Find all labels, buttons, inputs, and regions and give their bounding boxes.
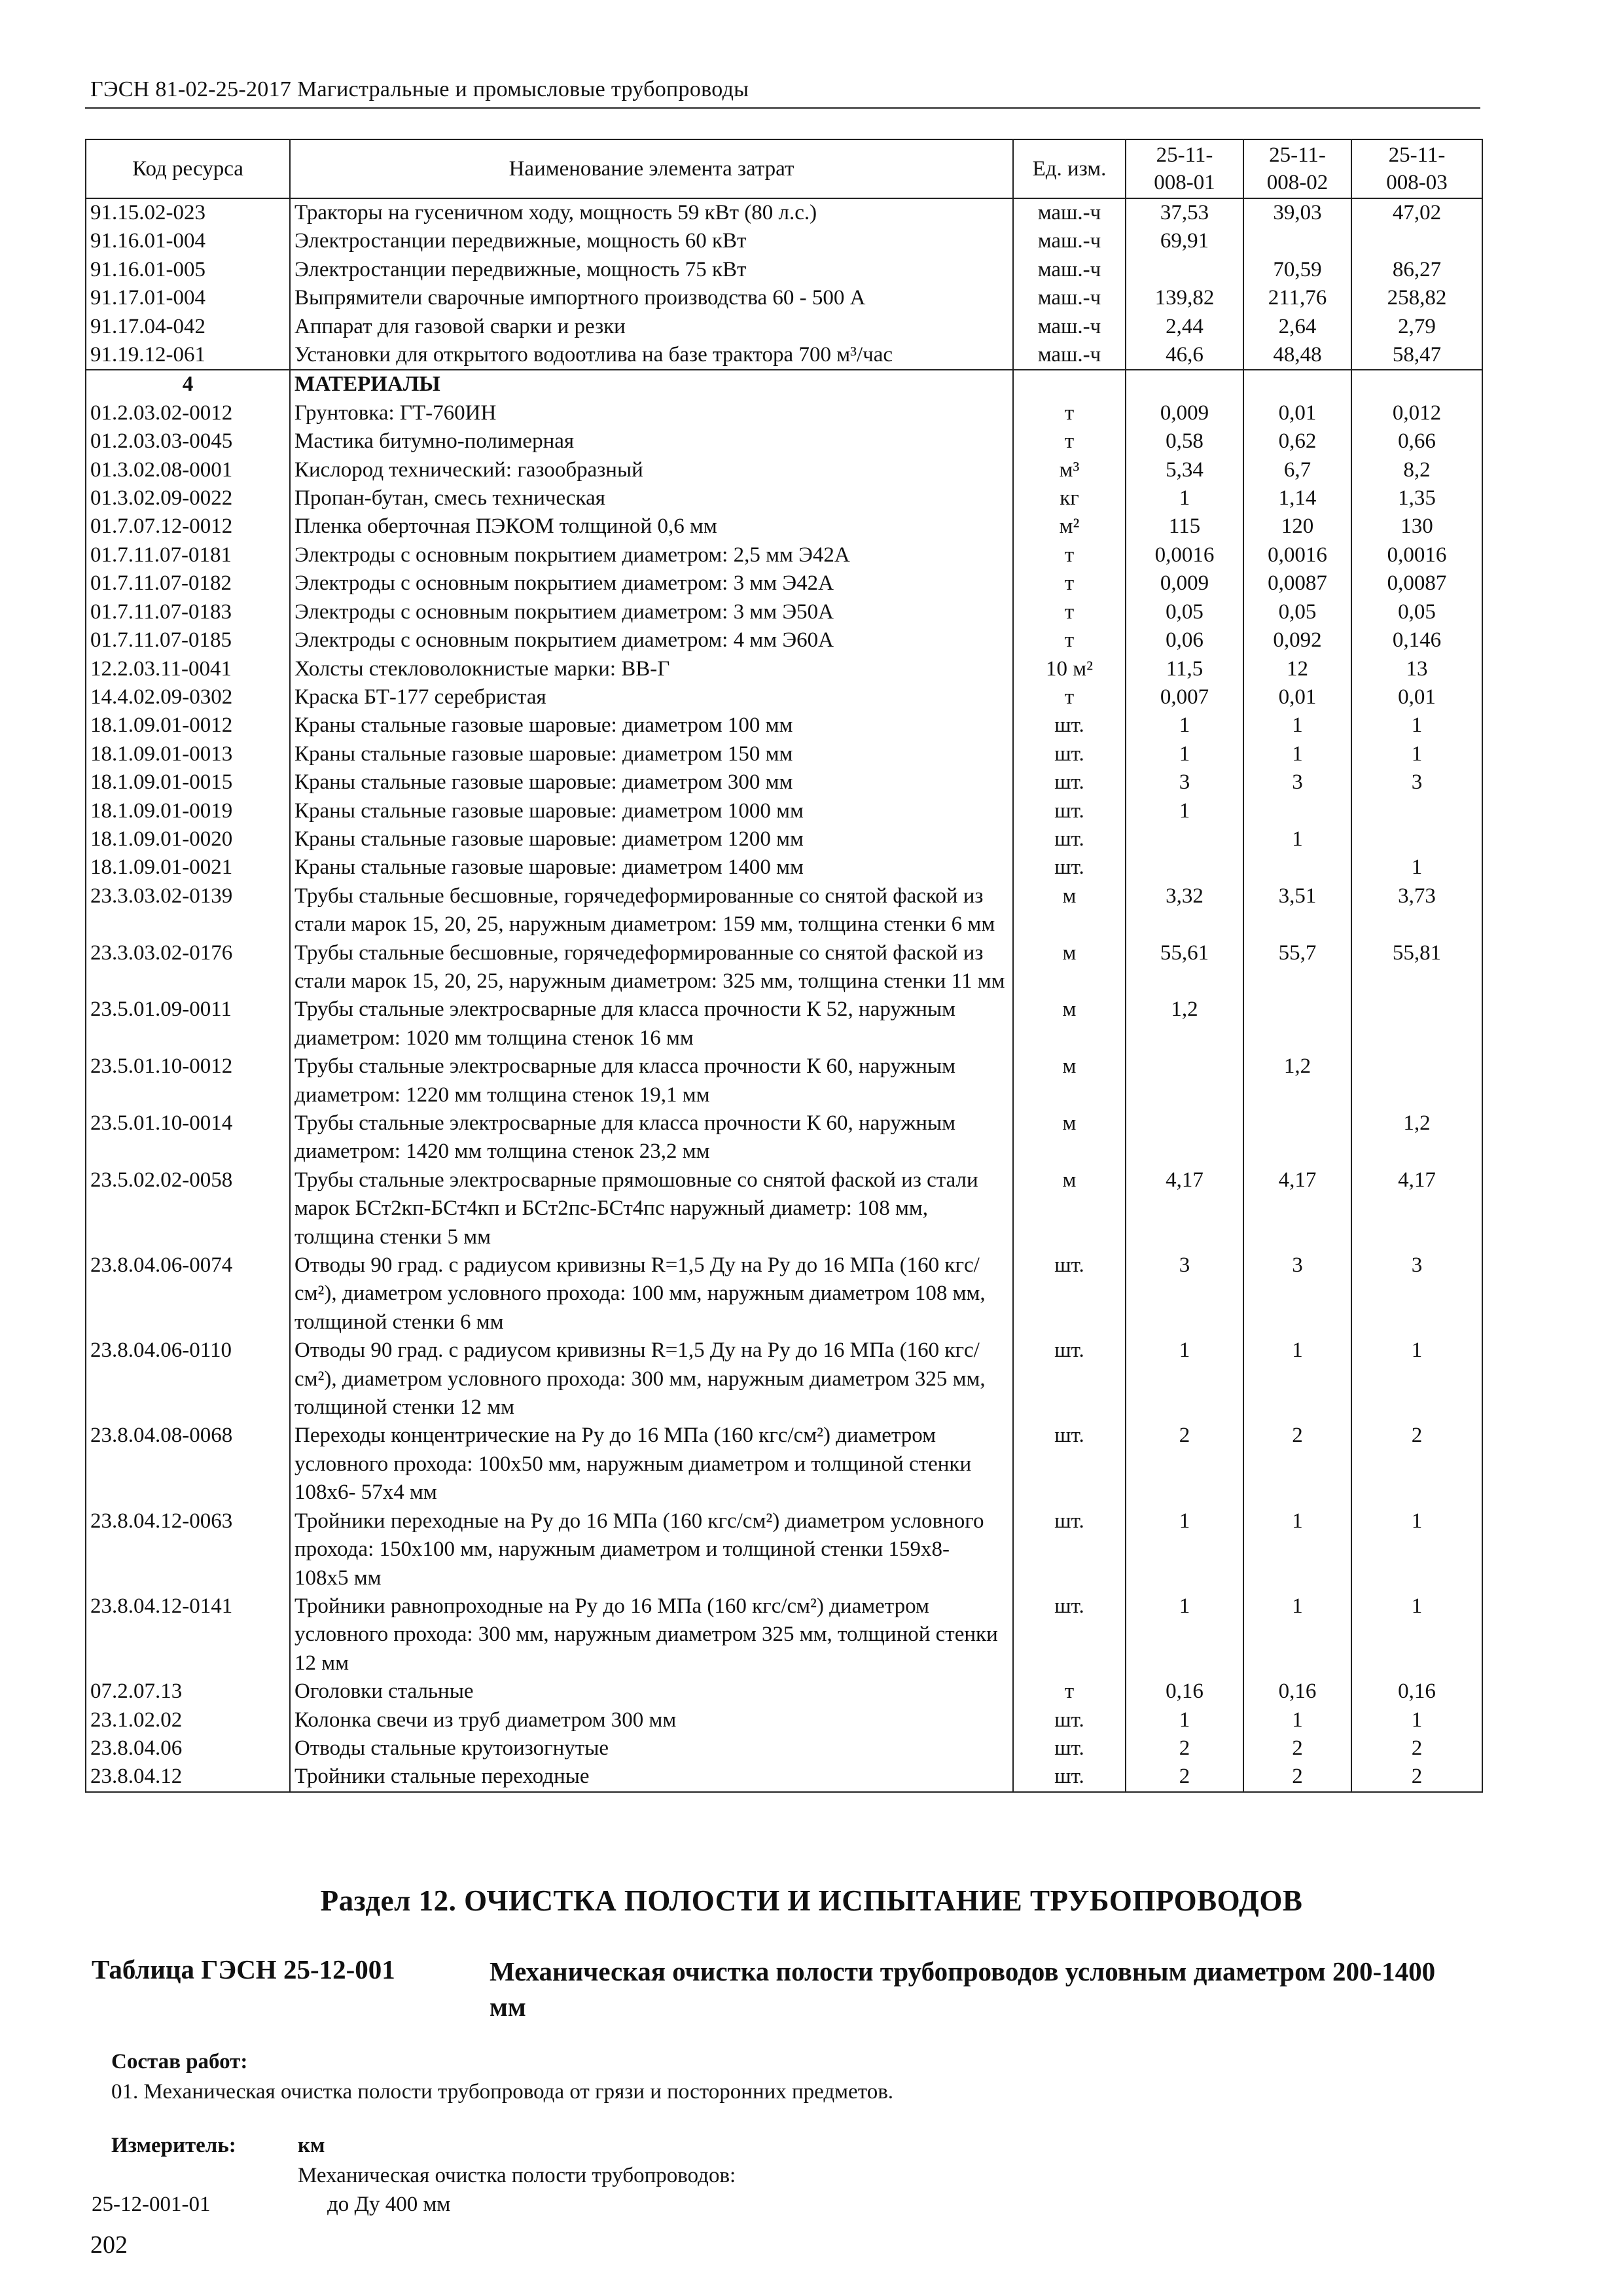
cell-code: 14.4.02.09-0302 xyxy=(86,683,290,711)
work-item: 01. Механическая очистка полости трубопровода от грязи и посторонних предметов. xyxy=(111,2080,894,2104)
cell-unit: м xyxy=(1013,1166,1126,1251)
cell-value-01: 0,58 xyxy=(1126,427,1243,456)
cell-value-02: 55,7 xyxy=(1243,939,1351,996)
cell-unit: шт. xyxy=(1013,853,1126,882)
cell-value-01 xyxy=(1126,825,1243,853)
cell-value-03 xyxy=(1351,370,1482,399)
cell-code: 12.2.03.11-0041 xyxy=(86,655,290,683)
header-rule xyxy=(85,107,1480,109)
cell-code: 01.3.02.09-0022 xyxy=(86,484,290,512)
cell-value-02: 3,51 xyxy=(1243,882,1351,939)
cell-value-02: 0,01 xyxy=(1243,683,1351,711)
measure-unit: км xyxy=(298,2134,325,2157)
table-row xyxy=(86,1677,1482,1706)
cell-unit: м xyxy=(1013,939,1126,996)
cell-value-01: 69,91 xyxy=(1126,227,1243,255)
resource-table xyxy=(85,139,1483,1793)
cell-value-02 xyxy=(1243,853,1351,882)
cell-value-03: 0,146 xyxy=(1351,626,1482,655)
cell-unit: шт. xyxy=(1013,1734,1126,1763)
cell-name: Аппарат для газовой сварки и резки xyxy=(290,313,1013,341)
cell-value-03: 1 xyxy=(1351,1336,1482,1422)
cell-code: 23.8.04.08-0068 xyxy=(86,1422,290,1507)
cell-name: Холсты стекловолокнистые марки: ВВ-Г xyxy=(290,655,1013,683)
cell-code: 23.5.01.09-0011 xyxy=(86,996,290,1052)
cell-value-01 xyxy=(1126,1052,1243,1109)
cell-unit: шт. xyxy=(1013,740,1126,768)
cell-value-02: 2 xyxy=(1243,1422,1351,1507)
cell-value-03: 0,05 xyxy=(1351,598,1482,626)
column-header: 25-11- 008-01 xyxy=(1126,139,1243,198)
cell-code: 01.3.02.08-0001 xyxy=(86,456,290,484)
row-code: 25-12-001-01 xyxy=(92,2193,211,2216)
table-title: Механическая очистка полости трубопроводов условным диаметром 200-1400 мм xyxy=(490,1956,1436,2022)
cell-code: 91.17.04-042 xyxy=(86,313,290,341)
cell-name: Трубы стальные электросварные для класса прочности К 52, наружным диаметром: 1020 мм толщина стенок 16 мм xyxy=(290,996,1013,1052)
cell-code: 18.1.09.01-0013 xyxy=(86,740,290,768)
cell-unit: м xyxy=(1013,882,1126,939)
cell-code: 07.2.07.13 xyxy=(86,1677,290,1706)
cell-unit: м³ xyxy=(1013,456,1126,484)
table-row xyxy=(86,683,1482,711)
table-row xyxy=(86,598,1482,626)
cell-value-01: 0,05 xyxy=(1126,598,1243,626)
cell-value-02 xyxy=(1243,797,1351,825)
cell-value-01: 1 xyxy=(1126,1706,1243,1734)
measure-description: Механическая очистка полости трубопроводов: xyxy=(298,2164,736,2187)
cell-value-03: 0,16 xyxy=(1351,1677,1482,1706)
cell-unit: шт. xyxy=(1013,825,1126,853)
work-heading: Состав работ: xyxy=(111,2050,248,2073)
cell-value-02: 0,092 xyxy=(1243,626,1351,655)
cell-name: Трубы стальные электросварные для класса прочности К 60, наружным диаметром: 1420 мм толщина стенок 23,2 мм xyxy=(290,1109,1013,1166)
table-header-row xyxy=(86,139,1482,198)
cell-value-02: 1 xyxy=(1243,740,1351,768)
cell-code: 23.8.04.12-0141 xyxy=(86,1592,290,1677)
cell-value-01: 0,16 xyxy=(1126,1677,1243,1706)
cell-value-01 xyxy=(1126,370,1243,399)
cell-value-01 xyxy=(1126,853,1243,882)
cell-value-01: 1 xyxy=(1126,484,1243,512)
cell-value-01: 46,6 xyxy=(1126,341,1243,370)
cell-name: Тракторы на гусеничном ходу, мощность 59 кВт (80 л.с.) xyxy=(290,198,1013,227)
cell-value-01: 55,61 xyxy=(1126,939,1243,996)
cell-code: 23.5.02.02-0058 xyxy=(86,1166,290,1251)
table-row xyxy=(86,768,1482,797)
cell-code: 23.8.04.12 xyxy=(86,1763,290,1791)
cell-value-03: 2 xyxy=(1351,1734,1482,1763)
cell-value-01 xyxy=(1126,256,1243,284)
cell-name: Электростанции передвижные, мощность 60 кВт xyxy=(290,227,1013,255)
cell-code: 23.8.04.12-0063 xyxy=(86,1507,290,1592)
cell-value-03: 2,79 xyxy=(1351,313,1482,341)
cell-unit: т xyxy=(1013,683,1126,711)
cell-value-02: 3 xyxy=(1243,1251,1351,1336)
cell-value-01: 5,34 xyxy=(1126,456,1243,484)
cell-value-03: 0,0087 xyxy=(1351,569,1482,598)
cell-value-01: 37,53 xyxy=(1126,198,1243,227)
cell-code: 91.17.01-004 xyxy=(86,284,290,312)
cell-unit: м xyxy=(1013,1052,1126,1109)
cell-unit: маш.-ч xyxy=(1013,256,1126,284)
cell-name: Трубы стальные бесшовные, горячедеформированные со снятой фаской из стали марок 15, 20, 25, наружным диаметром: 325 мм, толщина стенки 11 мм xyxy=(290,939,1013,996)
cell-code: 23.8.04.06 xyxy=(86,1734,290,1763)
column-header: 25-11- 008-03 xyxy=(1351,139,1482,198)
table-row xyxy=(86,341,1482,370)
cell-name: Оголовки стальные xyxy=(290,1677,1013,1706)
table-row xyxy=(86,198,1482,227)
section-title: Раздел 12. ОЧИСТКА ПОЛОСТИ И ИСПЫТАНИЕ ТРУБОПРОВОДОВ xyxy=(320,1884,1303,1917)
cell-value-02: 1 xyxy=(1243,711,1351,740)
cell-value-03: 0,01 xyxy=(1351,683,1482,711)
cell-name: Отводы стальные крутоизогнутые xyxy=(290,1734,1013,1763)
cell-value-02 xyxy=(1243,996,1351,1052)
cell-value-01: 1 xyxy=(1126,797,1243,825)
table-row xyxy=(86,1763,1482,1791)
cell-unit: кг xyxy=(1013,484,1126,512)
cell-value-02: 48,48 xyxy=(1243,341,1351,370)
cell-value-01: 3 xyxy=(1126,1251,1243,1336)
cell-value-01: 1 xyxy=(1126,1592,1243,1677)
cell-value-03: 13 xyxy=(1351,655,1482,683)
table-row xyxy=(86,484,1482,512)
table-row xyxy=(86,399,1482,427)
cell-name: Переходы концентрические на Ру до 16 МПа (160 кгс/см²) диаметром условного прохода: 100х50 мм, наружным диаметром и толщиной стенки 108х6- 57х4 мм xyxy=(290,1422,1013,1507)
cell-value-03 xyxy=(1351,996,1482,1052)
cell-value-02 xyxy=(1243,370,1351,399)
cell-unit: т xyxy=(1013,598,1126,626)
table-row xyxy=(86,256,1482,284)
cell-unit: маш.-ч xyxy=(1013,341,1126,370)
cell-unit: т xyxy=(1013,626,1126,655)
measure-label: Измеритель: xyxy=(111,2134,236,2157)
cell-value-03: 86,27 xyxy=(1351,256,1482,284)
cell-code: 91.16.01-004 xyxy=(86,227,290,255)
cell-value-03: 47,02 xyxy=(1351,198,1482,227)
table-row xyxy=(86,1251,1482,1336)
table-row xyxy=(86,541,1482,569)
cell-value-02: 2,64 xyxy=(1243,313,1351,341)
cell-value-02: 0,0087 xyxy=(1243,569,1351,598)
cell-value-03 xyxy=(1351,227,1482,255)
table-row xyxy=(86,740,1482,768)
cell-value-02: 1 xyxy=(1243,1592,1351,1677)
cell-code: 23.5.01.10-0014 xyxy=(86,1109,290,1166)
cell-code: 91.15.02-023 xyxy=(86,198,290,227)
table-row xyxy=(86,1592,1482,1677)
cell-unit: м xyxy=(1013,996,1126,1052)
cell-value-03 xyxy=(1351,797,1482,825)
cell-value-03: 3,73 xyxy=(1351,882,1482,939)
cell-code: 91.19.12-061 xyxy=(86,341,290,370)
cell-name: Краска БТ-177 серебристая xyxy=(290,683,1013,711)
cell-value-03: 0,66 xyxy=(1351,427,1482,456)
cell-value-01: 139,82 xyxy=(1126,284,1243,312)
cell-name: МАТЕРИАЛЫ xyxy=(290,370,1013,399)
running-header: ГЭСН 81-02-25-2017 Магистральные и промысловые трубопроводы xyxy=(90,77,749,101)
cell-code: 23.5.01.10-0012 xyxy=(86,1052,290,1109)
column-header: Наименование элемента затрат xyxy=(290,139,1013,198)
cell-name: Краны стальные газовые шаровые: диаметром 100 мм xyxy=(290,711,1013,740)
cell-name: Грунтовка: ГТ-760ИН xyxy=(290,399,1013,427)
cell-value-03: 1,2 xyxy=(1351,1109,1482,1166)
table-body xyxy=(86,198,1482,1792)
page-number: 202 xyxy=(90,2231,128,2259)
cell-value-01: 0,007 xyxy=(1126,683,1243,711)
cell-unit: т xyxy=(1013,427,1126,456)
cell-code: 18.1.09.01-0021 xyxy=(86,853,290,882)
cell-value-03: 1,35 xyxy=(1351,484,1482,512)
table-row xyxy=(86,284,1482,312)
table-row xyxy=(86,711,1482,740)
cell-value-02 xyxy=(1243,227,1351,255)
cell-value-02: 4,17 xyxy=(1243,1166,1351,1251)
table-row xyxy=(86,1052,1482,1109)
cell-code: 23.8.04.06-0074 xyxy=(86,1251,290,1336)
table-row xyxy=(86,853,1482,882)
cell-unit: маш.-ч xyxy=(1013,284,1126,312)
cell-value-03: 4,17 xyxy=(1351,1166,1482,1251)
table-row xyxy=(86,370,1482,399)
cell-code: 01.7.11.07-0181 xyxy=(86,541,290,569)
cell-value-01: 2,44 xyxy=(1126,313,1243,341)
cell-value-02: 6,7 xyxy=(1243,456,1351,484)
cell-value-01: 3 xyxy=(1126,768,1243,797)
cell-code: 01.7.11.07-0182 xyxy=(86,569,290,598)
cell-value-03: 8,2 xyxy=(1351,456,1482,484)
cell-value-02: 1 xyxy=(1243,1706,1351,1734)
cell-code: 18.1.09.01-0015 xyxy=(86,768,290,797)
table-row xyxy=(86,1422,1482,1507)
cell-value-01: 1 xyxy=(1126,740,1243,768)
cell-value-02: 211,76 xyxy=(1243,284,1351,312)
cell-code: 01.7.11.07-0185 xyxy=(86,626,290,655)
cell-value-03: 1 xyxy=(1351,1507,1482,1592)
cell-value-03: 3 xyxy=(1351,1251,1482,1336)
cell-name: Выпрямители сварочные импортного производства 60 - 500 А xyxy=(290,284,1013,312)
cell-unit: маш.-ч xyxy=(1013,198,1126,227)
cell-code: 23.1.02.02 xyxy=(86,1706,290,1734)
cell-value-01 xyxy=(1126,1109,1243,1166)
table-row xyxy=(86,1734,1482,1763)
table-row xyxy=(86,882,1482,939)
table-row xyxy=(86,797,1482,825)
cell-value-01: 1 xyxy=(1126,1336,1243,1422)
cell-name: Тройники стальные переходные xyxy=(290,1763,1013,1791)
cell-unit: маш.-ч xyxy=(1013,227,1126,255)
cell-value-03: 1 xyxy=(1351,1592,1482,1677)
table-row xyxy=(86,1336,1482,1422)
cell-code: 01.2.03.02-0012 xyxy=(86,399,290,427)
column-header: 25-11- 008-02 xyxy=(1243,139,1351,198)
cell-value-02: 2 xyxy=(1243,1763,1351,1791)
cell-value-01: 3,32 xyxy=(1126,882,1243,939)
cell-value-02 xyxy=(1243,1109,1351,1166)
cell-value-02: 1,14 xyxy=(1243,484,1351,512)
cell-value-02: 1,2 xyxy=(1243,1052,1351,1109)
cell-name: Колонка свечи из труб диаметром 300 мм xyxy=(290,1706,1013,1734)
cell-unit: шт. xyxy=(1013,1706,1126,1734)
table-row xyxy=(86,512,1482,541)
cell-value-02: 0,01 xyxy=(1243,399,1351,427)
table-row xyxy=(86,626,1482,655)
cell-name: Электроды с основным покрытием диаметром: 3 мм Э42А xyxy=(290,569,1013,598)
cell-unit: шт. xyxy=(1013,1336,1126,1422)
cell-unit: шт. xyxy=(1013,1507,1126,1592)
cell-code: 4 xyxy=(86,370,290,399)
cell-value-03: 3 xyxy=(1351,768,1482,797)
cell-value-01: 1 xyxy=(1126,1507,1243,1592)
cell-code: 01.7.11.07-0183 xyxy=(86,598,290,626)
cell-unit: т xyxy=(1013,541,1126,569)
cell-code: 01.2.03.03-0045 xyxy=(86,427,290,456)
cell-code: 23.3.03.02-0139 xyxy=(86,882,290,939)
table-row xyxy=(86,939,1482,996)
table-row xyxy=(86,313,1482,341)
cell-name: Отводы 90 град. с радиусом кривизны R=1,5 Ду на Ру до 16 МПа (160 кгс/см²), диаметром условного прохода: 300 мм, наружным диаметром 325 мм, толщиной стенки 12 мм xyxy=(290,1336,1013,1422)
cell-name: Трубы стальные электросварные для класса прочности К 60, наружным диаметром: 1220 мм толщина стенок 19,1 мм xyxy=(290,1052,1013,1109)
cell-name: Электроды с основным покрытием диаметром: 2,5 мм Э42А xyxy=(290,541,1013,569)
cell-unit: шт. xyxy=(1013,1251,1126,1336)
cell-unit xyxy=(1013,370,1126,399)
table-code: Таблица ГЭСН 25-12-001 xyxy=(92,1954,395,1984)
cell-value-03: 0,012 xyxy=(1351,399,1482,427)
cell-code: 18.1.09.01-0012 xyxy=(86,711,290,740)
table-row xyxy=(86,1109,1482,1166)
cell-value-01: 1,2 xyxy=(1126,996,1243,1052)
cell-value-02: 0,05 xyxy=(1243,598,1351,626)
cell-value-03: 130 xyxy=(1351,512,1482,541)
cell-name: Электроды с основным покрытием диаметром: 4 мм Э60А xyxy=(290,626,1013,655)
cell-name: Мастика битумно-полимерная xyxy=(290,427,1013,456)
cell-value-03: 0,0016 xyxy=(1351,541,1482,569)
cell-name: Трубы стальные электросварные прямошовные со снятой фаской из стали марок БСт2кп-БСт4кп и БСт2пс-БСт4пс наружный диаметр: 108 мм, толщина стенки 5 мм xyxy=(290,1166,1013,1251)
cell-code: 23.8.04.06-0110 xyxy=(86,1336,290,1422)
table-row xyxy=(86,1507,1482,1592)
cell-value-02: 12 xyxy=(1243,655,1351,683)
cell-value-03: 258,82 xyxy=(1351,284,1482,312)
cell-name: Трубы стальные бесшовные, горячедеформированные со снятой фаской из стали марок 15, 20, 25, наружным диаметром: 159 мм, толщина стенки 6 мм xyxy=(290,882,1013,939)
cell-unit: шт. xyxy=(1013,797,1126,825)
cell-value-02: 0,0016 xyxy=(1243,541,1351,569)
table-row xyxy=(86,1706,1482,1734)
cell-value-02: 120 xyxy=(1243,512,1351,541)
cell-name: Кислород технический: газообразный xyxy=(290,456,1013,484)
cell-name: Электроды с основным покрытием диаметром: 3 мм Э50А xyxy=(290,598,1013,626)
cell-code: 18.1.09.01-0019 xyxy=(86,797,290,825)
cell-value-02: 0,62 xyxy=(1243,427,1351,456)
cell-name: Пропан-бутан, смесь техническая xyxy=(290,484,1013,512)
cell-name: Краны стальные газовые шаровые: диаметром 1400 мм xyxy=(290,853,1013,882)
cell-value-03: 2 xyxy=(1351,1422,1482,1507)
cell-value-03: 1 xyxy=(1351,853,1482,882)
cell-code: 01.7.07.12-0012 xyxy=(86,512,290,541)
cell-value-03: 2 xyxy=(1351,1763,1482,1791)
cell-value-03: 1 xyxy=(1351,740,1482,768)
cell-value-01: 0,009 xyxy=(1126,569,1243,598)
cell-value-01: 2 xyxy=(1126,1734,1243,1763)
table-row xyxy=(86,569,1482,598)
table-row xyxy=(86,996,1482,1052)
cell-value-01: 115 xyxy=(1126,512,1243,541)
cell-name: Пленка оберточная ПЭКОМ толщиной 0,6 мм xyxy=(290,512,1013,541)
table-row xyxy=(86,427,1482,456)
cell-value-01: 11,5 xyxy=(1126,655,1243,683)
cell-unit: шт. xyxy=(1013,1422,1126,1507)
cell-unit: шт. xyxy=(1013,711,1126,740)
cell-unit: шт. xyxy=(1013,1763,1126,1791)
table-row xyxy=(86,227,1482,255)
column-header: Ед. изм. xyxy=(1013,139,1126,198)
cell-unit: т xyxy=(1013,399,1126,427)
cell-unit: м xyxy=(1013,1109,1126,1166)
cell-name: Краны стальные газовые шаровые: диаметром 1200 мм xyxy=(290,825,1013,853)
table-row xyxy=(86,825,1482,853)
cell-name: Краны стальные газовые шаровые: диаметром 150 мм xyxy=(290,740,1013,768)
cell-value-02: 3 xyxy=(1243,768,1351,797)
cell-value-02: 1 xyxy=(1243,825,1351,853)
cell-value-01: 4,17 xyxy=(1126,1166,1243,1251)
cell-value-03: 58,47 xyxy=(1351,341,1482,370)
cell-value-03 xyxy=(1351,825,1482,853)
cell-value-03: 1 xyxy=(1351,711,1482,740)
cell-code: 91.16.01-005 xyxy=(86,256,290,284)
cell-code: 18.1.09.01-0020 xyxy=(86,825,290,853)
cell-value-01: 0,009 xyxy=(1126,399,1243,427)
cell-value-02: 39,03 xyxy=(1243,198,1351,227)
cell-name: Электростанции передвижные, мощность 75 кВт xyxy=(290,256,1013,284)
cell-value-03: 55,81 xyxy=(1351,939,1482,996)
table-row xyxy=(86,655,1482,683)
cell-value-02: 70,59 xyxy=(1243,256,1351,284)
column-header: Код ресурса xyxy=(86,139,290,198)
cell-value-02: 1 xyxy=(1243,1507,1351,1592)
cell-value-03: 1 xyxy=(1351,1706,1482,1734)
cell-code: 23.3.03.02-0176 xyxy=(86,939,290,996)
cell-unit: т xyxy=(1013,1677,1126,1706)
cell-name: Отводы 90 град. с радиусом кривизны R=1,5 Ду на Ру до 16 МПа (160 кгс/см²), диаметром условного прохода: 100 мм, наружным диаметром 108 мм, толщиной стенки 6 мм xyxy=(290,1251,1013,1336)
cell-value-01: 0,06 xyxy=(1126,626,1243,655)
cell-name: Краны стальные газовые шаровые: диаметром 300 мм xyxy=(290,768,1013,797)
cell-unit: маш.-ч xyxy=(1013,313,1126,341)
cell-value-01: 2 xyxy=(1126,1763,1243,1791)
cell-unit: 10 м² xyxy=(1013,655,1126,683)
cell-value-01: 1 xyxy=(1126,711,1243,740)
cell-value-01: 0,0016 xyxy=(1126,541,1243,569)
cell-value-02: 1 xyxy=(1243,1336,1351,1422)
cell-value-01: 2 xyxy=(1126,1422,1243,1507)
cell-unit: т xyxy=(1013,569,1126,598)
cell-name: Тройники переходные на Ру до 16 МПа (160 кгс/см²) диаметром условного прохода: 150х100 мм, наружным диаметром и толщиной стенки 159х8- 108х5 мм xyxy=(290,1507,1013,1592)
cell-unit: шт. xyxy=(1013,768,1126,797)
cell-name: Тройники равнопроходные на Ру до 16 МПа (160 кгс/см²) диаметром условного прохода: 300 мм, наружным диаметром 325 мм, толщиной стенки 12 мм xyxy=(290,1592,1013,1677)
table-row xyxy=(86,456,1482,484)
table-row xyxy=(86,1166,1482,1251)
cell-name: Установки для открытого водоотлива на базе трактора 700 м³/час xyxy=(290,341,1013,370)
cell-value-03 xyxy=(1351,1052,1482,1109)
row-description: до Ду 400 мм xyxy=(327,2193,451,2216)
cell-name: Краны стальные газовые шаровые: диаметром 1000 мм xyxy=(290,797,1013,825)
cell-value-02: 2 xyxy=(1243,1734,1351,1763)
cell-value-02: 0,16 xyxy=(1243,1677,1351,1706)
cell-unit: шт. xyxy=(1013,1592,1126,1677)
cell-unit: м² xyxy=(1013,512,1126,541)
